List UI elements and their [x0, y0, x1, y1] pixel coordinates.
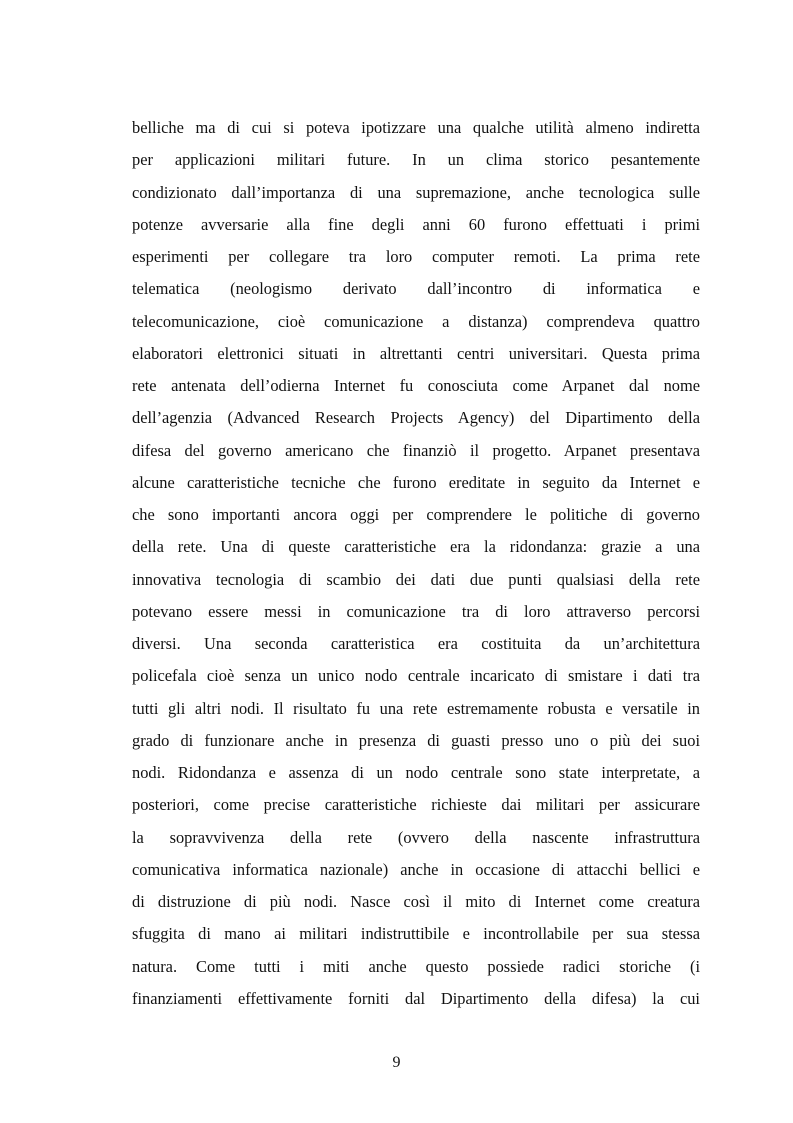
text-line: posteriori, come precise caratteristiche richieste dai militari per assicurare [132, 795, 700, 815]
text-line: comunicativa informatica nazionale) anche in occasione di attacchi bellici e [132, 859, 700, 879]
text-line: dell’agenzia (Advanced Research Projects Agency) del Dipartimento della [132, 408, 700, 428]
text-line: telematica (neologismo derivato dall’incontro di informatica e [132, 279, 700, 299]
text-line: potenze avversarie alla fine degli anni 60 furono effettuati i primi [132, 214, 700, 234]
text-line: condizionato dall’importanza di una supremazione, anche tecnologica sulle [132, 182, 700, 202]
text-line: elaboratori elettronici situati in altrettanti centri universitari. Questa prima [132, 343, 700, 363]
text-line: policefala cioè senza un unico nodo centrale incaricato di smistare i dati tra [132, 666, 700, 686]
body-paragraph [132, 112, 700, 1015]
text-line: finanziamenti effettivamente forniti dal Dipartimento della difesa) la cui [132, 988, 700, 1008]
text-line: innovativa tecnologia di scambio dei dati due punti qualsiasi della rete [132, 569, 700, 589]
text-line: alcune caratteristiche tecniche che furono ereditate in seguito da Internet e [132, 472, 700, 492]
text-line: tutti gli altri nodi. Il risultato fu una rete estremamente robusta e versatile in [132, 698, 700, 718]
text-line: grado di funzionare anche in presenza di guasti presso uno o più dei suoi [132, 730, 700, 750]
text-line: belliche ma di cui si poteva ipotizzare una qualche utilità almeno indiretta [132, 118, 700, 137]
text-line: potevano essere messi in comunicazione tra di loro attraverso percorsi [132, 601, 700, 621]
text-line: rete antenata dell’odierna Internet fu conosciuta come Arpanet dal nome [132, 376, 700, 395]
text-line: che sono importanti ancora oggi per comprendere le politiche di governo [132, 505, 700, 524]
page-number: 9 [392, 1054, 401, 1071]
text-line: telecomunicazione, cioè comunicazione a distanza) comprendeva quattro [132, 311, 700, 331]
text-line: di distruzione di più nodi. Nasce così il mito di Internet come creatura [132, 892, 700, 911]
text-line: per applicazioni militari future. In un clima storico pesantemente [132, 150, 700, 170]
text-line: la sopravvivenza della rete (ovvero della nascente infrastruttura [132, 827, 700, 847]
text-line: della rete. Una di queste caratteristiche era la ridondanza: grazie a una [132, 537, 700, 557]
text-line: natura. Come tutti i miti anche questo possiede radici storiche (i [132, 956, 700, 976]
text-line: nodi. Ridondanza e assenza di un nodo centrale sono state interpretate, a [132, 763, 700, 782]
text-line: esperimenti per collegare tra loro computer remoti. La prima rete [132, 247, 700, 266]
text-line: sfuggita di mano ai militari indistruttibile e incontrollabile per sua stessa [132, 924, 700, 944]
text-line: difesa del governo americano che finanziò il progetto. Arpanet presentava [132, 440, 700, 460]
text-line: diversi. Una seconda caratteristica era costituita da un’architettura [132, 634, 700, 653]
